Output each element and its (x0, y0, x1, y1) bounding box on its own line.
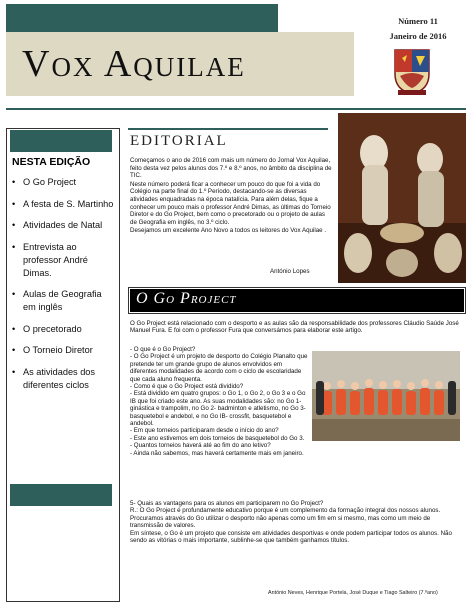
interview-line: - Este ano estivemos em dois torneios de basquetebol do Go 3. (130, 434, 305, 442)
editorial-paragraph: Neste número poderá ficar a conhecer um pouco do que foi a vida do Colégio na parte final do 1.º Período, destacando-se as diversas atividades enquadradas na época natalícia. Para além delas, fique a conhecer um pouco mais o professor André Dimas, as últimas do Torneio Diretor e do Go Project, bem como o precetorado ou o projeto de aulas de Geografia em inglês, no 3.º ciclo. (130, 180, 331, 226)
contents-item-festa-sao-martinho[interactable]: • A festa de S. Martinho (12, 198, 116, 211)
contents-list (12, 176, 116, 400)
editorial-rule (128, 128, 328, 130)
interview-line: - O Go Project é um projeto de desporto do Colégio Planalto que pretende ter um grande grupo de alunos envolvidos em diferentes modalidades de acordo com o ciclo de escolaridade que cada aluno frequenta. (130, 353, 308, 383)
sidebar-bottom-bar (10, 484, 112, 506)
go-project-conclusion (130, 500, 464, 544)
contents-item-geografia[interactable]: • Aulas de Geografia em inglês (12, 288, 116, 314)
school-crest-logo (392, 46, 432, 96)
interview-line: - Em que torneios participaram desde o início do ano? (130, 427, 279, 435)
go-project-interview (130, 346, 308, 457)
contents-item-precetorado[interactable]: • O precetorado (12, 323, 116, 336)
conclusion-line: 5- Quais as vantagens para os alunos em participarem no Go Project? (130, 500, 324, 507)
nativity-photo (338, 113, 466, 283)
editorial-title: EDITORIAL (130, 133, 228, 149)
newspaper-title: Vox Aquilae (22, 43, 246, 85)
contents-item-atividades-ciclos[interactable]: • As atividades dos diferentes ciclos (12, 366, 116, 392)
go-project-title: O Go Project (136, 290, 237, 307)
sidebar-top-bar (10, 130, 112, 152)
contents-item-entrevista[interactable]: • Entrevista ao professor André Dimas. (12, 241, 116, 280)
editorial-paragraph: Desejamos um excelente Ano Novo a todos os leitores do Vox Aquilae . (130, 227, 327, 235)
contents-item-go-project[interactable]: • O Go Project (12, 176, 116, 189)
interview-line: - Ainda não sabemos, mas haverá certamente mais em janeiro. (130, 449, 304, 457)
conclusion-line: R.: O Go Project é profundamente educativo porque é um complemento da formação integral dos nossos alunos. Procuramos através do Go utilizar o desporto não apenas como um fim em si mesmo, mas como um meio de transmissão de valores. (130, 507, 441, 530)
issue-number: Número 11 (398, 16, 438, 26)
conclusion-line: Em síntese, o Go é um projeto que consiste em atividades desportivas e onde podem participar todos os alunos. Não sendo as vitórias o mais importante, sublinhe-se que também ganhamos títulos. (130, 529, 452, 545)
go-project-intro: O Go Project está relacionado com o desporto e as aulas são da responsabilidade dos professores Cláudio Saúde José Manuel Fura. E foi com o professor Fura que conversámos para elaborar este artigo. (130, 320, 459, 335)
editorial-body (130, 157, 332, 236)
go-project-authors: António Neves, Henrique Portela, José Duque e Tiago Salteiro (7.ºano) (268, 590, 438, 596)
issue-info (370, 14, 466, 44)
masthead-top-bar (6, 4, 278, 32)
editorial-paragraph: Começamos o ano de 2016 com mais um número do Jornal Vox Aquilae, feito desta vez pelos alunos dos 7.º e 8.º anos, no âmbito da disciplina de TIC. (130, 157, 332, 180)
interview-line: - Quantos torneios haverá até ao fim do ano letivo? (130, 442, 271, 450)
issue-date: Janeiro de 2016 (389, 31, 447, 41)
editorial-signature: António Lopes (270, 268, 310, 275)
interview-line: - O que é o Go Project? (130, 346, 196, 353)
interview-line: - Como é que o Go Project está dividido? (130, 383, 244, 391)
interview-line: - Está dividido em quatro grupos: o Go 1, o Go 2, o Go 3 e o Go IB que foi criado este ano. As suas modalidades são: no Go 1- ginástica e trampolim, no Go 2- badminton e atletismo, no Go 3- basquetebol e andebol, e no Go IB- crossfit, basquetebol e andebol. (130, 390, 306, 428)
contents-item-torneio-diretor[interactable]: • O Torneio Diretor (12, 344, 116, 357)
team-photo (312, 351, 460, 441)
sidebar-heading: NESTA EDIÇÃO (12, 156, 91, 168)
masthead-rule (6, 108, 466, 110)
contents-item-atividades-natal[interactable]: • Atividades de Natal (12, 219, 116, 232)
